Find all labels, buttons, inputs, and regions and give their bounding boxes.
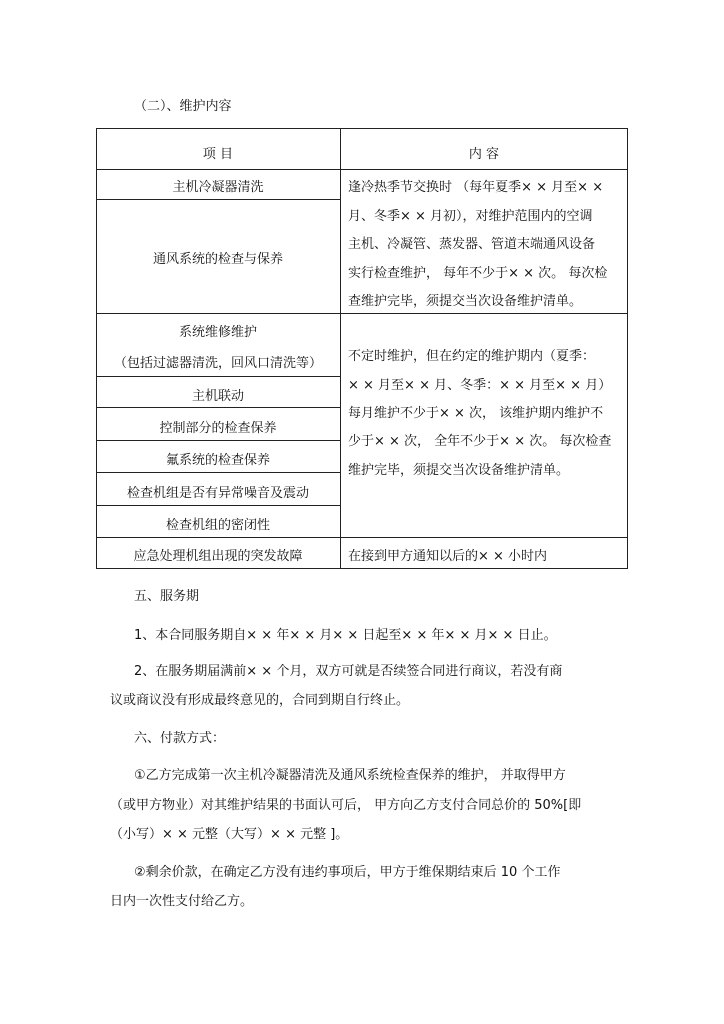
section6-paragraph: ①乙方完成第一次主机冷凝器清洗及通风系统检查保养的维护， 并取得甲方 bbox=[134, 768, 566, 783]
section5-heading: 五、服务期 bbox=[134, 589, 200, 604]
item-control-check: 控制部分的检查保养 bbox=[159, 421, 277, 436]
item-freon-check: 氟系统的检查保养 bbox=[165, 453, 270, 468]
content-line: × × 月至× × 月、冬季：× × 月至× × 月） bbox=[348, 378, 612, 393]
section6-paragraph: 日内一次性支付给乙方。 bbox=[110, 894, 254, 909]
section6-paragraph: （或甲方物业）对其维护结果的书面认可后， 甲方向乙方支付合同总价的 50%[即 bbox=[110, 798, 582, 813]
content-line: 主机、冷凝管、蒸发器、管道末端通风设备 bbox=[348, 237, 596, 252]
item-system-repair-note: （包括过滤器清洗，回风口清洗等） bbox=[113, 356, 322, 371]
section6-heading: 六、付款方式： bbox=[134, 731, 226, 746]
content-line: 查维护完毕，须提交当次设备维护清单。 bbox=[348, 294, 583, 309]
section5-paragraph: 议或商议没有形成最终意见的，合同到期自行终止。 bbox=[110, 693, 410, 708]
item-noise-check: 检查机组是否有异常噪音及震动 bbox=[126, 486, 309, 501]
item-emergency: 应急处理机组出现的突发故障 bbox=[133, 549, 303, 564]
item-seal-check: 检查机组的密闭性 bbox=[165, 518, 270, 533]
content-emergency: 在接到甲方通知以后的× × 小时内 bbox=[348, 549, 548, 564]
item-system-repair: 系统维修维护 bbox=[178, 325, 257, 340]
content-line: 月、冬季× × 月初），对维护范围内的空调 bbox=[348, 209, 593, 224]
content-line: 每月维护不少于× × 次， 该维护期内维护不 bbox=[348, 406, 604, 421]
section5-paragraph: 2、在服务期届满前× × 个月，双方可就是否续签合同进行商议，若没有商 bbox=[134, 664, 563, 679]
section-heading: （二）、维护内容 bbox=[134, 99, 232, 114]
section6-paragraph: （小写）× × 元整（大写）× × 元整 ]。 bbox=[110, 827, 349, 842]
table-header-item: 项 目 bbox=[202, 147, 234, 162]
section6-paragraph: ②剩余价款，在确定乙方没有违约事项后，甲方于维保期结束后 10 个工作 bbox=[134, 865, 561, 880]
content-line: 少于× × 次， 全年不少于× × 次。 每次检查 bbox=[348, 434, 612, 449]
item-condenser-cleaning: 主机冷凝器清洗 bbox=[172, 180, 264, 195]
item-ventilation-check: 通风系统的检查与保养 bbox=[152, 252, 283, 267]
content-line: 逢冷热季节交换时 （每年夏季× × 月至× × bbox=[348, 180, 604, 195]
item-host-linkage: 主机联动 bbox=[191, 389, 244, 404]
content-line: 不定时维护，但在约定的维护期内（夏季： bbox=[348, 349, 596, 364]
section5-paragraph: 1、本合同服务期自× × 年× × 月× × 日起至× × 年× × 月× × 日止。 bbox=[134, 628, 557, 643]
table-header-content: 内 容 bbox=[468, 147, 500, 162]
content-line: 维护完毕，须提交当次设备维护清单。 bbox=[348, 463, 570, 478]
content-line: 实行检查维护， 每年不少于× × 次。 每次检 bbox=[348, 266, 608, 281]
